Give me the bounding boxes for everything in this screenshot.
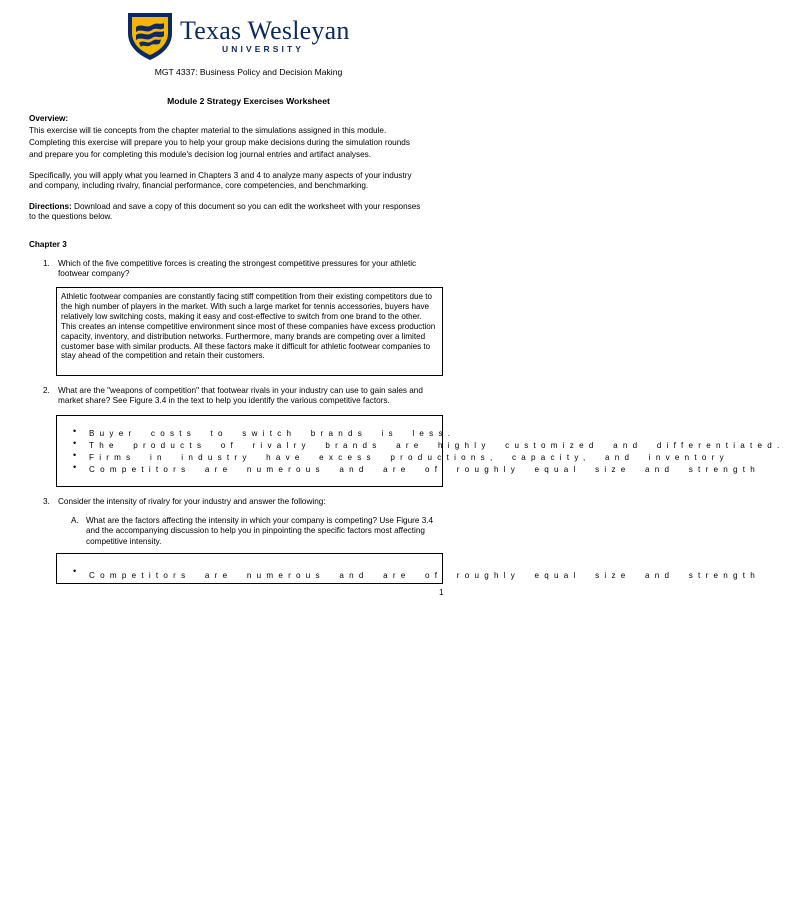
overview-line: and prepare you for completing this module's decision log journal entries and artifact analyses. <box>29 150 371 159</box>
bullet-text: Buyer costs to switch brands is less. <box>89 429 456 438</box>
directions-text: Download and save a copy of this document so you can edit the worksheet with your responses <box>71 202 421 211</box>
answer-text: Athletic footwear companies are constantly facing stiff competition from their existing competitors due to the high number of players in the market. With such a large market for tennis accessories, buyers have relatively low switching costs, making it easy and cost-effective to switch from one brand to the other. This creates an intense competitive environment since most of these companies have excess production capacity, inventory, and distribution networks. Furthermore, many brands are competing over a limited customer base with similar products. All these factors make it difficult for athletic footwear companies to stay ahead of the competition and retain their customers. <box>61 292 436 361</box>
bullet-text: The products of rivalry brands are highly customized and differentiated. <box>89 441 785 450</box>
bullet-text: Competitors are numerous and are of roughly equal size and strength <box>89 571 761 580</box>
question-text: Consider the intensity of rivalry for your industry and answer the following: <box>58 497 326 506</box>
bullet-dot: • <box>73 426 77 436</box>
answer-box[interactable] <box>56 415 443 487</box>
bullet-dot: • <box>73 450 77 460</box>
chapter-heading: Chapter 3 <box>29 240 67 249</box>
bullet-text: Firms in industry have excess productions, capacity, and inventory <box>89 453 729 462</box>
logo-wordmark: Texas Wesleyan <box>180 16 350 45</box>
question-text: Which of the five competitive forces is creating the strongest competitive pressures for your athletic footwear company? <box>58 259 417 279</box>
question-number: 2. <box>43 386 50 395</box>
bullet-text: Competitors are numerous and are of roughly equal size and strength <box>89 465 761 474</box>
overview-line: This exercise will tie concepts from the chapter material to the simulations assigned in this module. <box>29 126 387 135</box>
overview-line: Completing this exercise will prepare you to help your group make decisions during the simulation rounds <box>29 138 410 147</box>
page-number: 1 <box>439 588 444 597</box>
specifically-line: Specifically, you will apply what you learned in Chapters 3 and 4 to analyze many aspects of your industry <box>29 171 412 180</box>
directions-label: Directions: <box>29 202 72 211</box>
question-text: What are the "weapons of competition" that footwear rivals in your industry can use to gain sales and market share? See Figure 3.4 in the text to help you identify the various competitive factors. <box>58 386 423 406</box>
course-title: MGT 4337: Business Policy and Decision Making <box>154 67 343 77</box>
university-shield-logo <box>126 11 174 61</box>
answer-box[interactable] <box>56 287 443 376</box>
sub-question-text: What are the factors affecting the intensity in which your company is competing? Use Figure 3.4 and the accompanying discussion to help you in pinpointing the specific factors most affecting competitive intensity. <box>86 516 434 546</box>
bullet-dot: • <box>73 438 77 448</box>
bullet-dot: • <box>73 462 77 472</box>
sub-question-letter: A. <box>71 516 79 525</box>
directions-line <box>29 202 420 211</box>
overview-heading: Overview: <box>29 114 69 123</box>
question-number: 1. <box>43 259 50 268</box>
logo-subtitle: UNIVERSITY <box>222 44 305 54</box>
question-number: 3. <box>43 497 50 506</box>
bullet-dot: • <box>73 566 77 576</box>
directions-line-2: to the questions below. <box>29 212 113 221</box>
page-title: Module 2 Strategy Exercises Worksheet <box>167 96 330 106</box>
specifically-line: and company, including rivalry, financial performance, core competencies, and benchmarking. <box>29 181 369 190</box>
